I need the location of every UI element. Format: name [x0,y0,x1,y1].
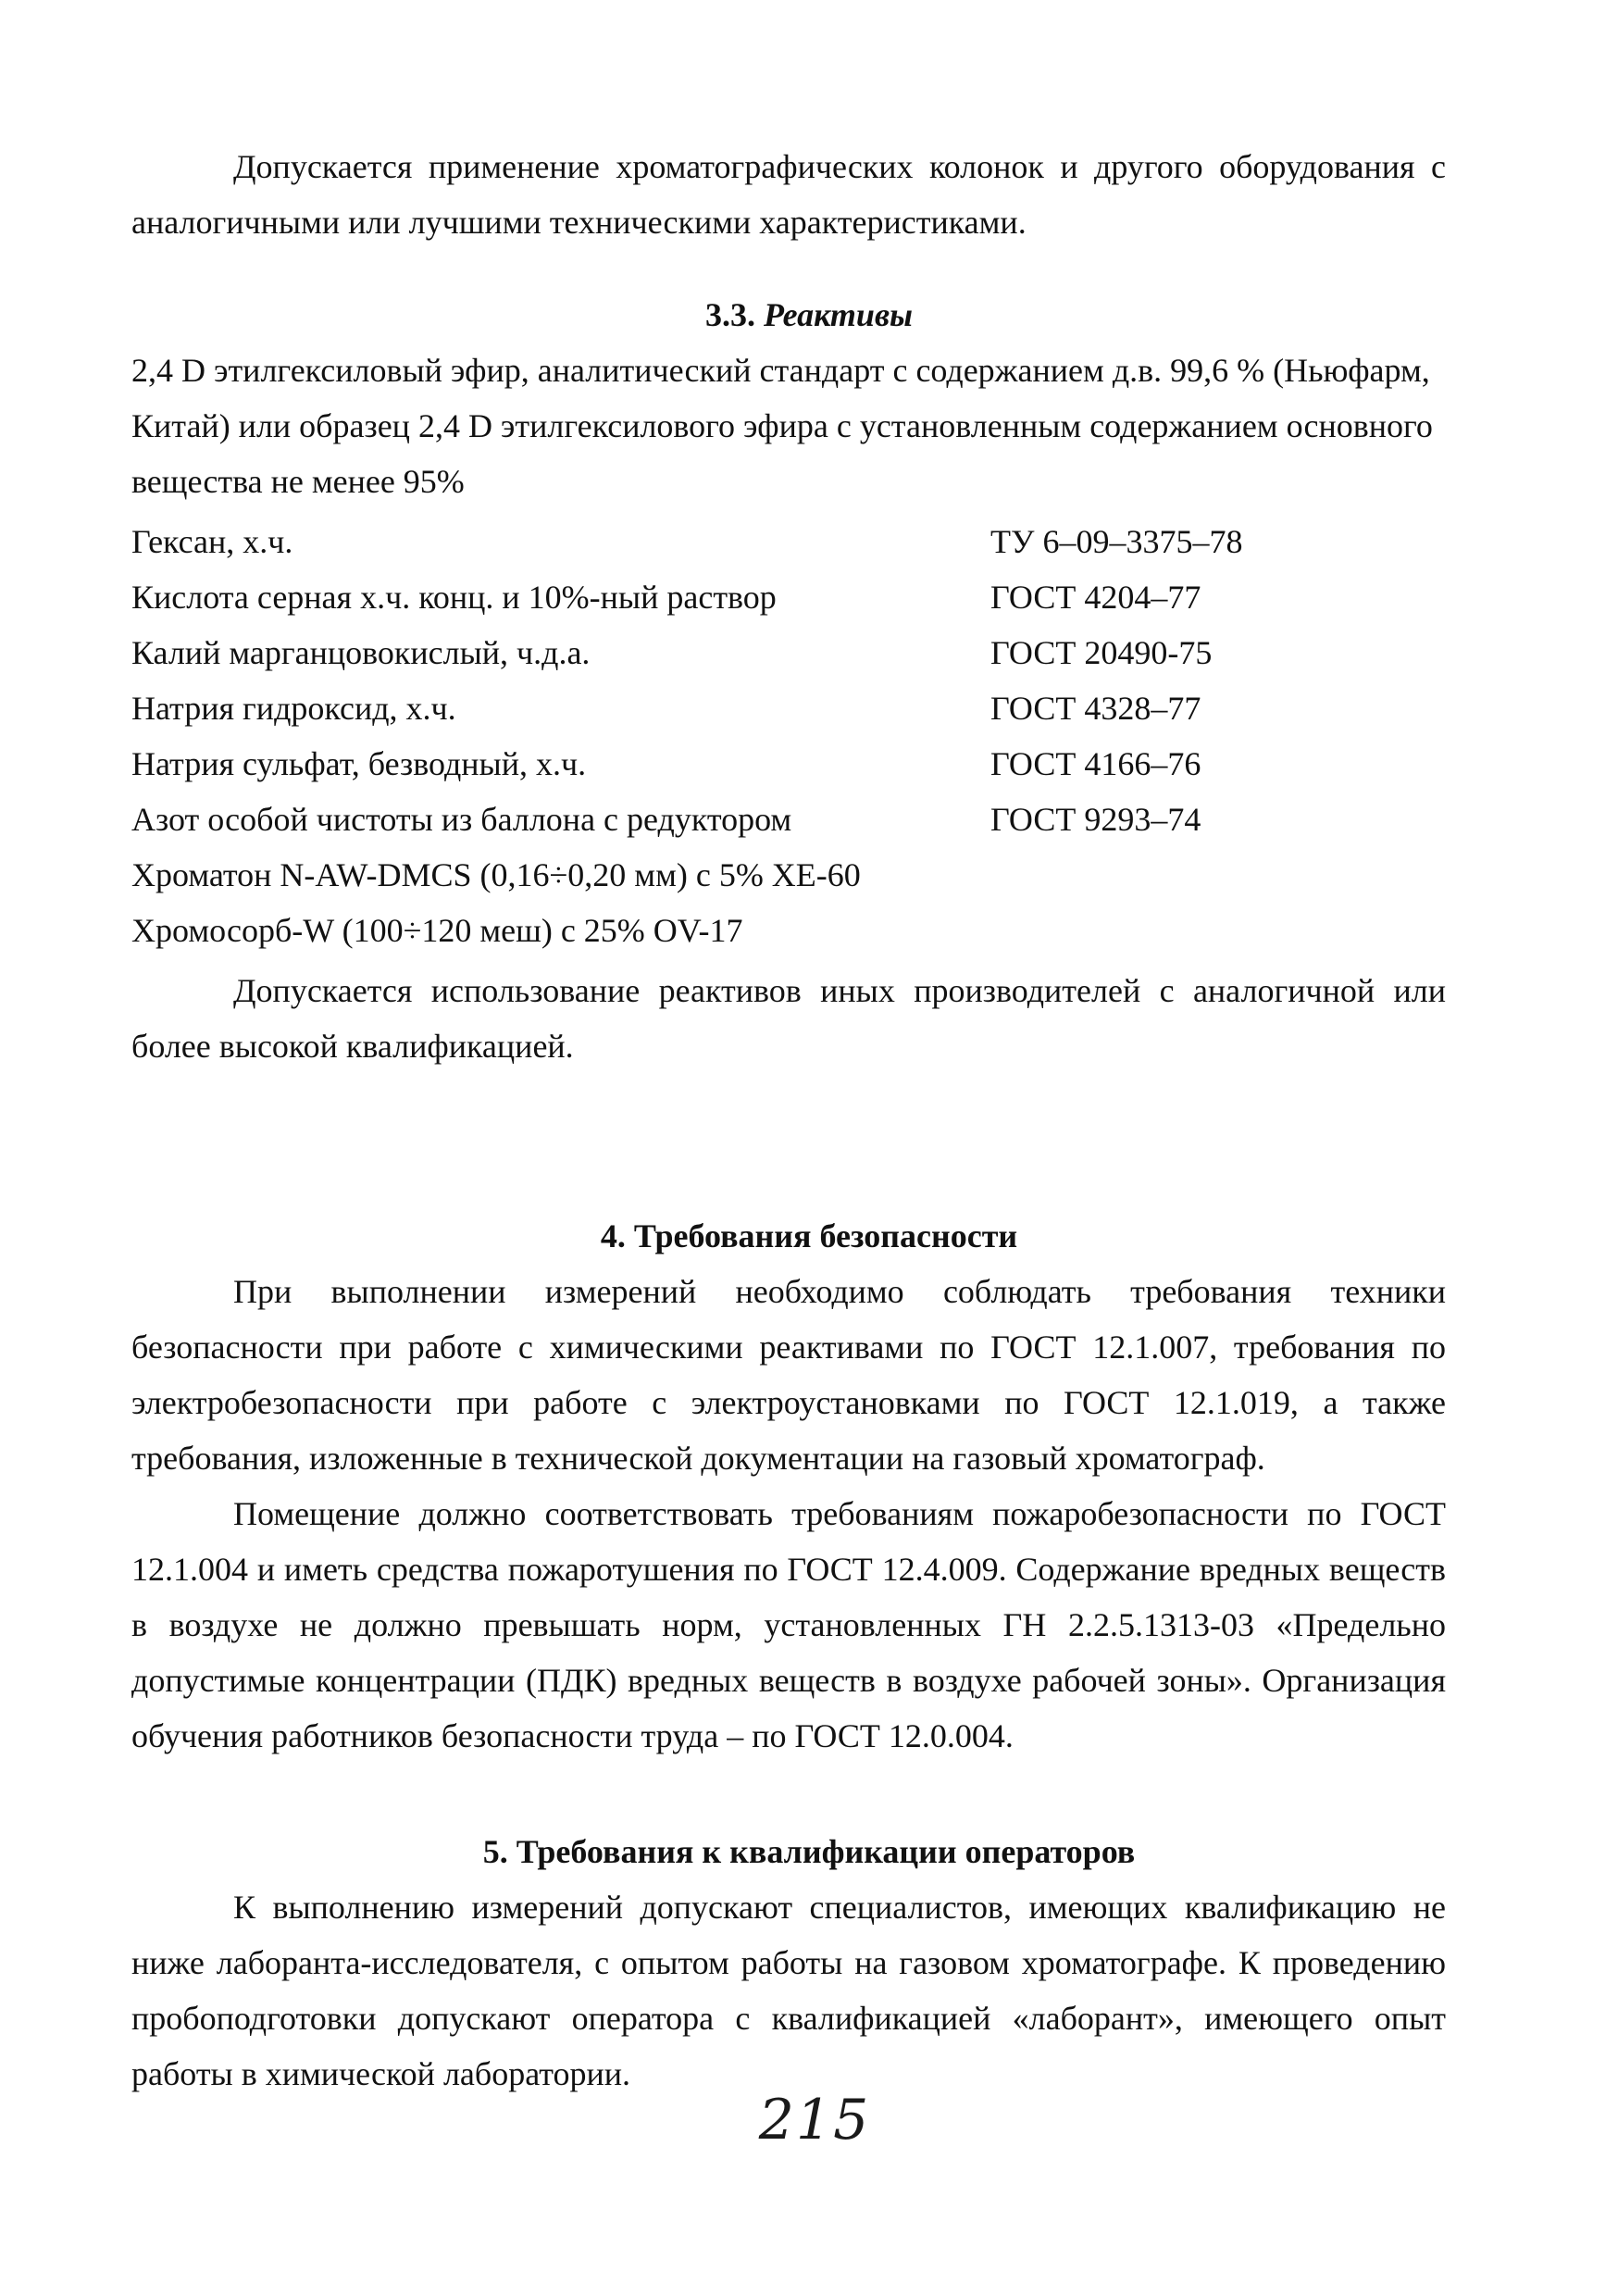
intro-paragraph: Допускается применение хроматографических колонок и другого оборудования с аналогичными или лучшими техническими характеристиками. [131,148,1446,241]
reagent-row [131,736,1446,792]
reagent-row [131,680,1446,736]
section-5-paragraph-1: К выполнению измерений допускают специалистов, имеющих квалификацию не ниже лаборанта-исследователя, с опытом работы на газовом хроматографе. К проведению пробоподготовки допускают оператора с квалификацией «лаборант», имеющего опыт работы в химической лаборатории. [131,1889,1446,2092]
standard-line-2: Китай) или образец 2,4 D этилгексилового эфира с установленным содержанием основного [131,407,1433,444]
reagent-name: Кислота серная х.ч. конц. и 10%-ный раствор [131,579,777,616]
reagent-name: Натрия гидроксид, х.ч. [131,690,456,727]
section-3-3-number: 3.3. [704,296,755,333]
section-5-heading: 5. Требования к квалификации операторов [482,1833,1136,1870]
carrier-line-2: Хромосорб-W (100÷120 меш) с 25% OV-17 [131,912,743,949]
reagent-standard: ГОСТ 4328–77 [990,690,1201,727]
reagent-name: Натрия сульфат, безводный, х.ч. [131,745,587,782]
reagent-row [131,792,1446,847]
reagent-name: Азот особой чистоты из баллона с редуктором [131,801,792,838]
standard-line-3: вещества не менее 95% [131,463,465,500]
section-3-3-title: Реактивы [763,296,914,333]
section-4-heading: 4. Требования безопасности [600,1217,1018,1254]
reagents-closing-paragraph: Допускается использование реактивов иных производителей с аналогичной или более высокой квалификацией. [131,972,1446,1065]
reagent-row [131,514,1446,569]
standard-line-1: 2,4 D этилгексиловый эфир, аналитический стандарт с содержанием д.в. 99,6 % (Ньюфарм, [131,352,1430,389]
reagent-row [131,569,1446,625]
section-3-3-heading [0,287,1618,343]
section-4-paragraph-1: При выполнении измерений необходимо соблюдать требования техники безопасности при работе с химическими реактивами по ГОСТ 12.1.007, требования по электробезопасности при работе с электроустановками по ГОСТ 12.1.019, а также требования, изложенные в технической документации на газовый хроматограф. [131,1273,1446,1477]
reagent-standard: ГОСТ 9293–74 [990,801,1201,838]
reagent-name: Калий марганцовокислый, ч.д.а. [131,634,591,671]
carrier-line-1: Хроматон N-AW-DMCS (0,16÷0,20 мм) с 5% XE-60 [131,856,861,893]
reagent-standard: ГОСТ 4204–77 [990,579,1201,616]
reagent-standard: ГОСТ 20490-75 [990,634,1213,671]
reagent-standard: ГОСТ 4166–76 [990,745,1201,782]
reagent-name: Гексан, х.ч. [131,523,293,560]
page-number: 215 [758,2088,871,2152]
section-4-paragraph-2: Помещение должно соответствовать требованиям пожаробезопасности по ГОСТ 12.1.004 и иметь средства пожаротушения по ГОСТ 12.4.009. Содержание вредных веществ в воздухе не должно превышать норм, установленных ГН 2.2.5.1313-03 «Предельно допустимые концентрации (ПДК) вредных веществ в воздухе рабочей зоны». Организация обучения работников безопасности труда – по ГОСТ 12.0.004. [131,1495,1446,1754]
reagent-row [131,625,1446,680]
reagent-standard: ТУ 6–09–3375–78 [990,523,1243,560]
